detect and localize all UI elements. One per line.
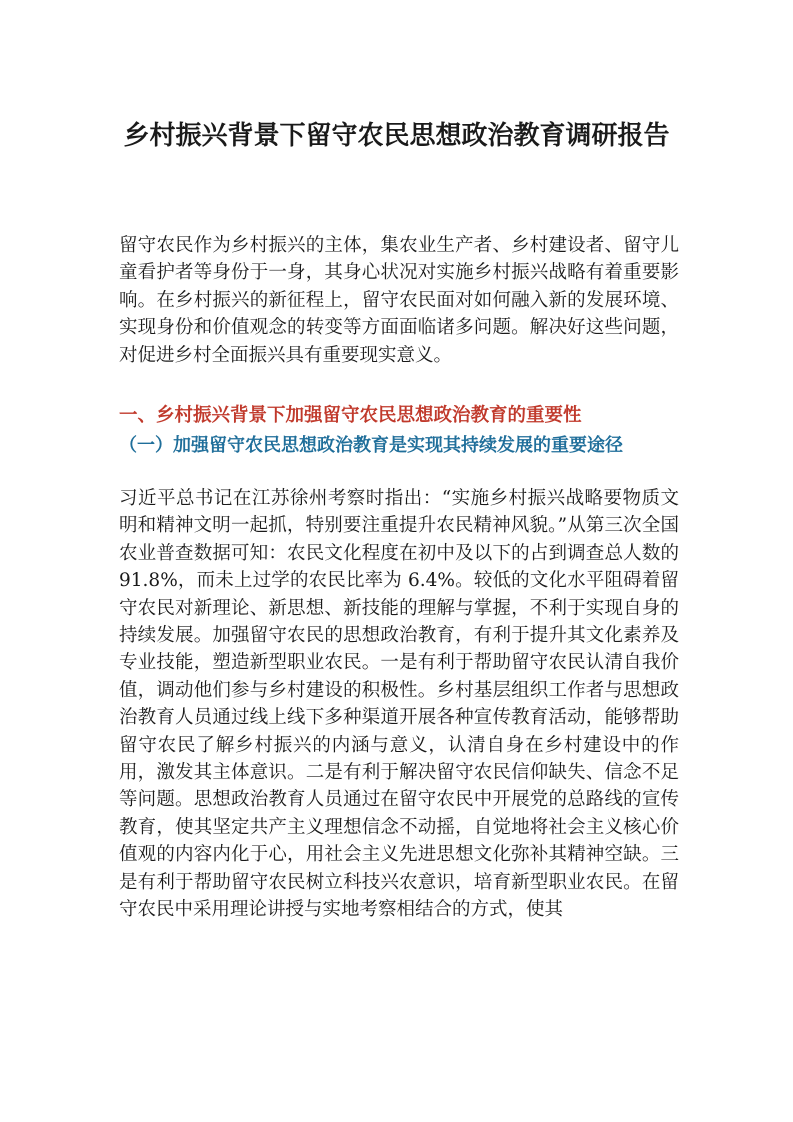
subsection-heading: （一）加强留守农民思想政治教育是实现其持续发展的重要途径 — [119, 435, 623, 456]
body-paragraph: 习近平总书记在江苏徐州考察时指出：“实施乡村振兴战略要物质文明和精神文明一起抓，特别要注重提升农民精神风貌。”从第三次全国农业普查数据可知：农民文化程度在初中及以下的占到调查总人数的 91.8%，而未上过学的农民比率为 6.4%。较低的文化水平阻碍着留守农民对新理论、新思想、新技能的理解与掌握，不利于实现自身的持续发展。加强留守农民的思想政治教育，有利于提升其文化素养及专业技能，塑造新型职业农民。一是有利于帮助留守农民认清自我价值，调动他们参与乡村建设的积极性。乡村基层组织工作者与思想政治教育人员通过线上线下多种渠道开展各种宣传教育活动，能够帮助留守农民了解乡村振兴的内涵与意义，认清自身在乡村建设中的作用，激发其主体意识。二是有利于解决留守农民信仰缺失、信念不足等问题。思想政治教育人员通过在留守农民中开展党的总路线的宣传教育，使其坚定共产主义理想信念不动摇，自觉地将社会主义核心价值观的内容内化于心，用社会主义先进思想文化弥补其精神空缺。三是有利于帮助留守农民树立科技兴农意识，培育新型职业农民。在留守农民中采用理论讲授与实地考察相结合的方式，使其 — [119, 488, 679, 921]
document-title: 乡村振兴背景下留守农民思想政治教育调研报告 — [123, 121, 670, 151]
section-heading: 一、乡村振兴背景下加强留守农民思想政治教育的重要性 — [119, 405, 582, 426]
intro-paragraph: 留守农民作为乡村振兴的主体，集农业生产者、乡村建设者、留守儿童看护者等身份于一身，其身心状况对实施乡村振兴战略有着重要影响。在乡村振兴的新征程上，留守农民面对如何融入新的发展环境、实现身份和价值观念的转变等方面面临诸多问题。解决好这些问题，对促进乡村全面振兴具有重要现实意义。 — [119, 235, 679, 366]
